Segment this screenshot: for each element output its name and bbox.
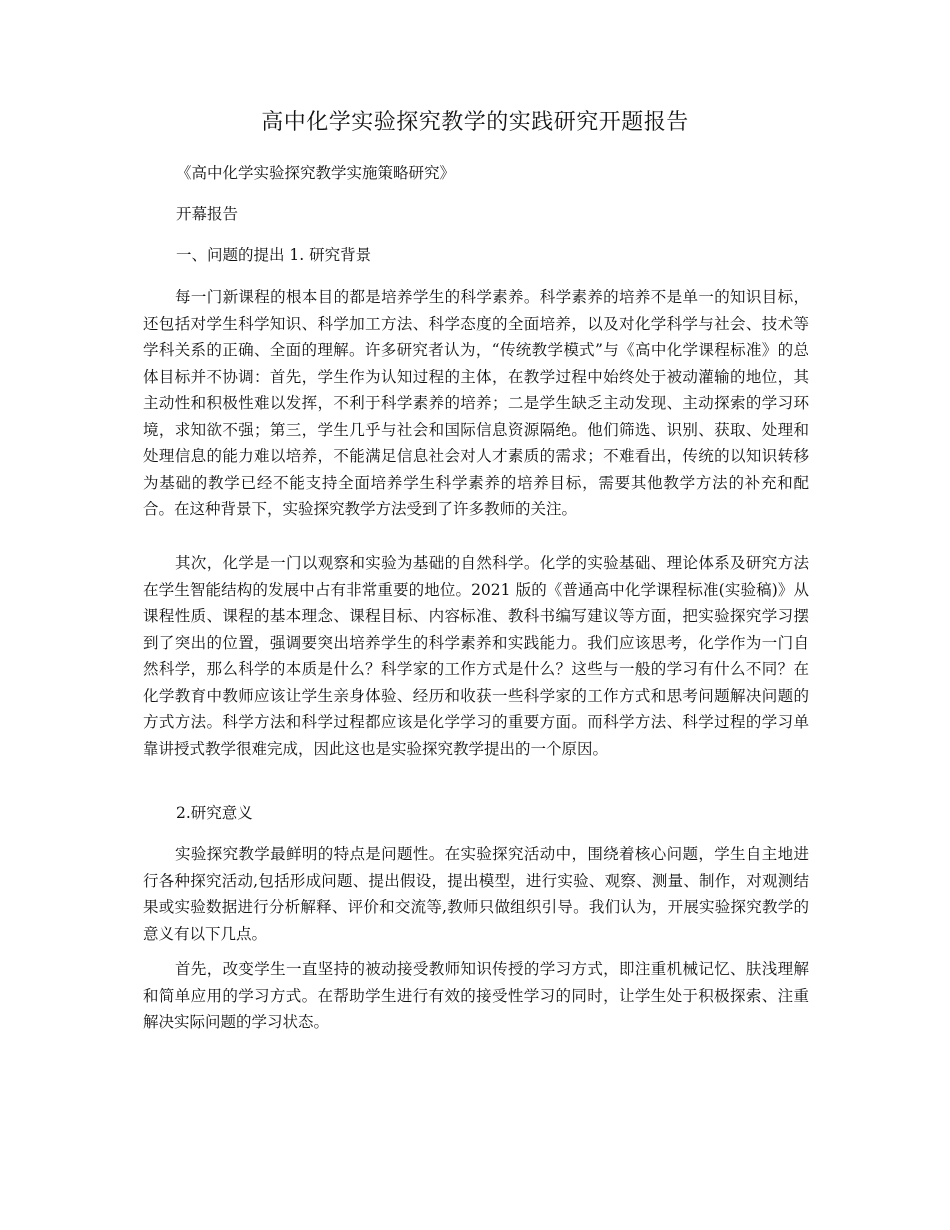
document-title: 高中化学实验探究教学的实践研究开题报告 xyxy=(261,110,689,135)
paragraph-inquiry-features: 实验探究教学最鲜明的特点是问题性。在实验探究活动中，围绕着核心问题，学生自主地进行各种探究活动,包括形成问题、提出假设，提出模型，进行实验、观察、测量、制作，对观测结果或实验数据进行分析解释、评价和交流等,教师只做组织引导。我们认为，开展实验探究教学的意义有以下几点。 xyxy=(143,845,809,943)
section-heading-background: 一、问题的提出 1. 研究背景 xyxy=(176,246,372,264)
report-label: 开幕报告 xyxy=(176,205,239,223)
document-subtitle: 《高中化学实验探究教学实施策略研究》 xyxy=(176,164,456,182)
section-heading-significance: 2.研究意义 xyxy=(176,804,253,822)
paragraph-background: 每一门新课程的根本目的都是培养学生的科学素养。科学素养的培养不是单一的知识目标，还包括对学生科学知识、科学加工方法、科学态度的全面培养，以及对化学科学与社会、技术等学科关系的正确、全面的理解。许多研究者认为，“传统教学模式”与《高中化学课程标准》的总体目标并不协调：首先，学生作为认知过程的主体，在教学过程中始终处于被动灌输的地位，其主动性和积极性难以发挥，不利于科学素养的培养；二是学生缺乏主动发现、主动探索的学习环境，求知欲不强；第三，学生几乎与社会和国际信息资源隔绝。他们筛选、识别、获取、处理和处理信息的能力难以培养，不能满足信息社会对人才素质的需求；不难看出，传统的以知识转移为基础的教学已经不能支持全面培养学生科学素养的培养目标，需要其他教学方法的补充和配合。在这种背景下，实验探究教学方法受到了许多教师的关注。 xyxy=(143,288,809,518)
paragraph-curriculum-standard: 其次，化学是一门以观察和实验为基础的自然科学。化学的实验基础、理论体系及研究方法在学生智能结构的发展中占有非常重要的地位。2021 版的《普通高中化学课程标准(实验稿)》从课程性质、课程的基本理念、课程目标、内容标准、教科书编写建议等方面，把实验探究学习摆到了突出的位置，强调要突出培养学生的科学素养和实践能力。我们应该思考，化学作为一门自然科学，那么科学的本质是什么？科学家的工作方式是什么？这些与一般的学习有什么不同？在化学教育中教师应该让学生亲身体验、经历和收获一些科学家的工作方式和思考问题解决问题的方式方法。科学方法和科学过程都应该是化学学习的重要方面。而科学方法、科学过程的学习单靠讲授式教学很难完成，因此这也是实验探究教学提出的一个原因。 xyxy=(143,554,809,758)
paragraph-learning-change: 首先，改变学生一直坚持的被动接受教师知识传授的学习方式，即注重机械记忆、肤浅理解和简单应用的学习方式。在帮助学生进行有效的接受性学习的同时，让学生处于积极探索、注重解决实际问题的学习状态。 xyxy=(143,960,809,1031)
